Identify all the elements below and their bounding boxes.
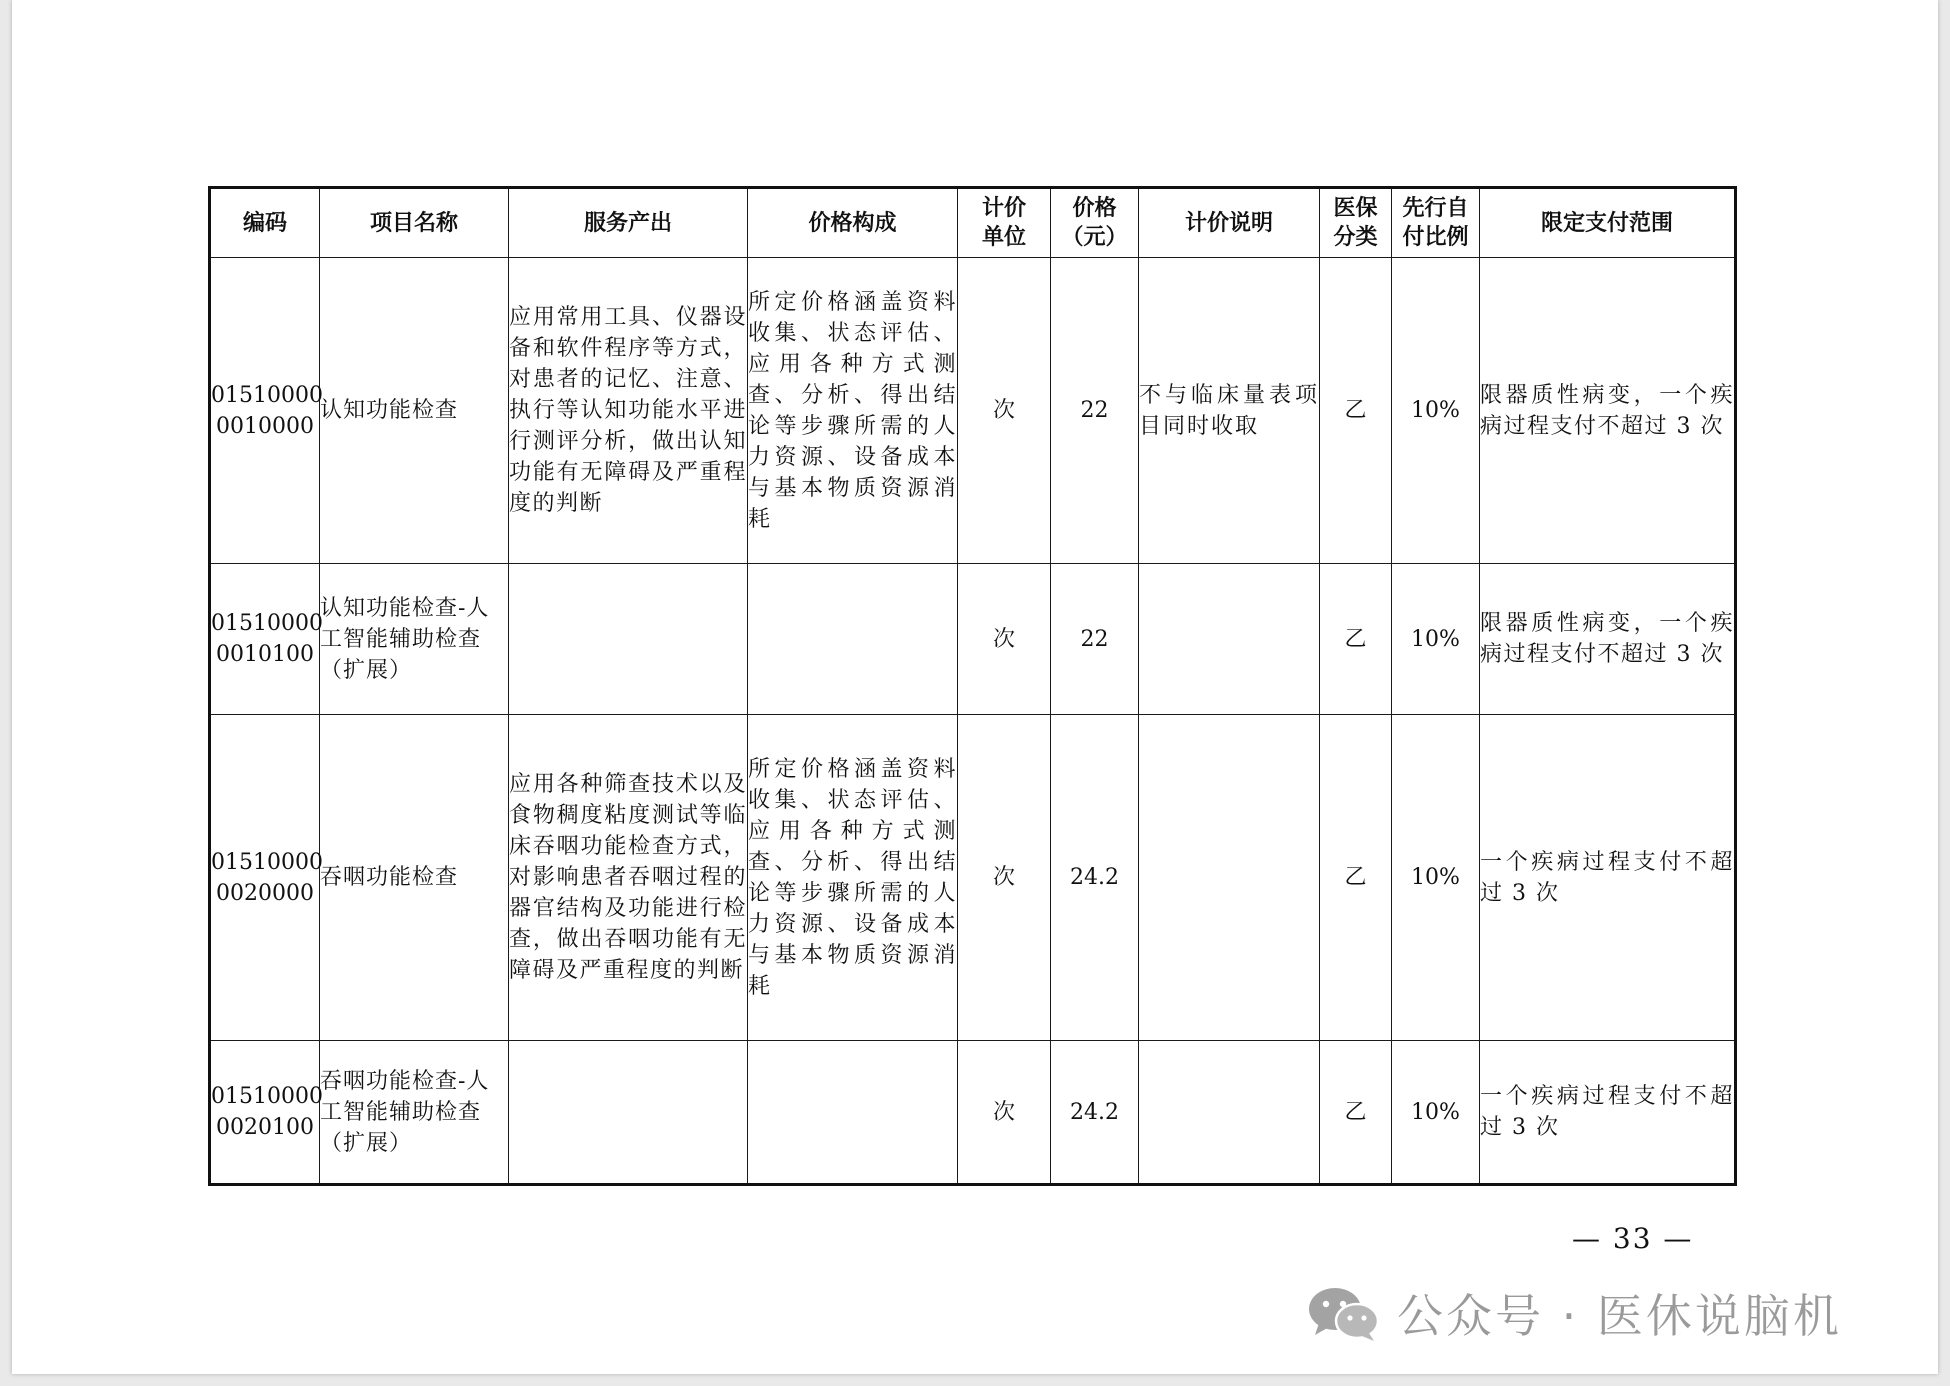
- cell-category: 乙: [1320, 564, 1392, 715]
- cell-category: 乙: [1320, 715, 1392, 1041]
- cell-ratio: 10%: [1392, 564, 1480, 715]
- header-scope: 限定支付范围: [1480, 188, 1736, 258]
- cell-price: 22: [1051, 564, 1139, 715]
- cell-output: [509, 564, 748, 715]
- cell-scope: 限器质性病变，一个疾病过程支付不超过 3 次: [1480, 564, 1736, 715]
- cell-unit: 次: [958, 715, 1051, 1041]
- cell-ratio: 10%: [1392, 1041, 1480, 1185]
- cell-scope: 限器质性病变，一个疾病过程支付不超过 3 次: [1480, 258, 1736, 564]
- table-row: [210, 1041, 1736, 1185]
- cell-unit: 次: [958, 1041, 1051, 1185]
- cell-code: 01510000 0020000: [210, 715, 320, 1041]
- cell-scope: 一个疾病过程支付不超过 3 次: [1480, 715, 1736, 1041]
- header-name: 项目名称: [320, 188, 509, 258]
- cell-note: [1139, 715, 1320, 1041]
- cell-note: [1139, 1041, 1320, 1185]
- cell-ratio: 10%: [1392, 258, 1480, 564]
- cell-name: 吞咽功能检查: [320, 715, 509, 1041]
- cell-composition: 所定价格涵盖资料收集、状态评估、应用各种方式测查、分析、得出结论等步骤所需的人力资源、设备成本与基本物质资源消耗: [748, 715, 958, 1041]
- cell-name: 认知功能检查: [320, 258, 509, 564]
- header-unit: 计价 单位: [958, 188, 1051, 258]
- cell-unit: 次: [958, 564, 1051, 715]
- watermark-text: 公众号 · 医休说脑机: [1397, 1289, 1842, 1343]
- header-note: 计价说明: [1139, 188, 1320, 258]
- cell-output: 应用各种筛查技术以及食物稠度粘度测试等临床吞咽功能检查方式，对影响患者吞咽过程的器官结构及功能进行检查，做出吞咽功能有无障碍及严重程度的判断: [509, 715, 748, 1041]
- cell-output: [509, 1041, 748, 1185]
- cell-output: 应用常用工具、仪器设备和软件程序等方式，对患者的记忆、注意、执行等认知功能水平进行测评分析，做出认知功能有无障碍及严重程度的判断: [509, 258, 748, 564]
- cell-code: 01510000 0020100: [210, 1041, 320, 1185]
- cell-name: 认知功能检查-人工智能辅助检查（扩展）: [320, 564, 509, 715]
- cell-code: 01510000 0010100: [210, 564, 320, 715]
- cell-composition: [748, 564, 958, 715]
- table-row: [210, 715, 1736, 1041]
- cell-category: 乙: [1320, 258, 1392, 564]
- watermark: [1307, 1280, 1842, 1346]
- cell-ratio: 10%: [1392, 715, 1480, 1041]
- table-row: [210, 258, 1736, 564]
- header-composition: 价格构成: [748, 188, 958, 258]
- pricing-table: [208, 186, 1737, 1186]
- cell-unit: 次: [958, 258, 1051, 564]
- cell-category: 乙: [1320, 1041, 1392, 1185]
- cell-note: 不与临床量表项目同时收取: [1139, 258, 1320, 564]
- cell-composition: [748, 1041, 958, 1185]
- table-row: [210, 564, 1736, 715]
- cell-price: 24.2: [1051, 715, 1139, 1041]
- table-header-row: [210, 188, 1736, 258]
- wechat-icon: [1307, 1283, 1381, 1343]
- header-code: 编码: [210, 188, 320, 258]
- cell-price: 24.2: [1051, 1041, 1139, 1185]
- cell-composition: 所定价格涵盖资料收集、状态评估、应用各种方式测查、分析、得出结论等步骤所需的人力资源、设备成本与基本物质资源消耗: [748, 258, 958, 564]
- header-ratio: 先行自 付比例: [1392, 188, 1480, 258]
- header-output: 服务产出: [509, 188, 748, 258]
- page-number: — 33 —: [1572, 1222, 1694, 1255]
- cell-scope: 一个疾病过程支付不超过 3 次: [1480, 1041, 1736, 1185]
- document-page: [12, 0, 1938, 1374]
- cell-name: 吞咽功能检查-人工智能辅助检查（扩展）: [320, 1041, 509, 1185]
- cell-code: 01510000 0010000: [210, 258, 320, 564]
- cell-price: 22: [1051, 258, 1139, 564]
- header-category: 医保 分类: [1320, 188, 1392, 258]
- cell-note: [1139, 564, 1320, 715]
- header-price: 价格 （元）: [1051, 188, 1139, 258]
